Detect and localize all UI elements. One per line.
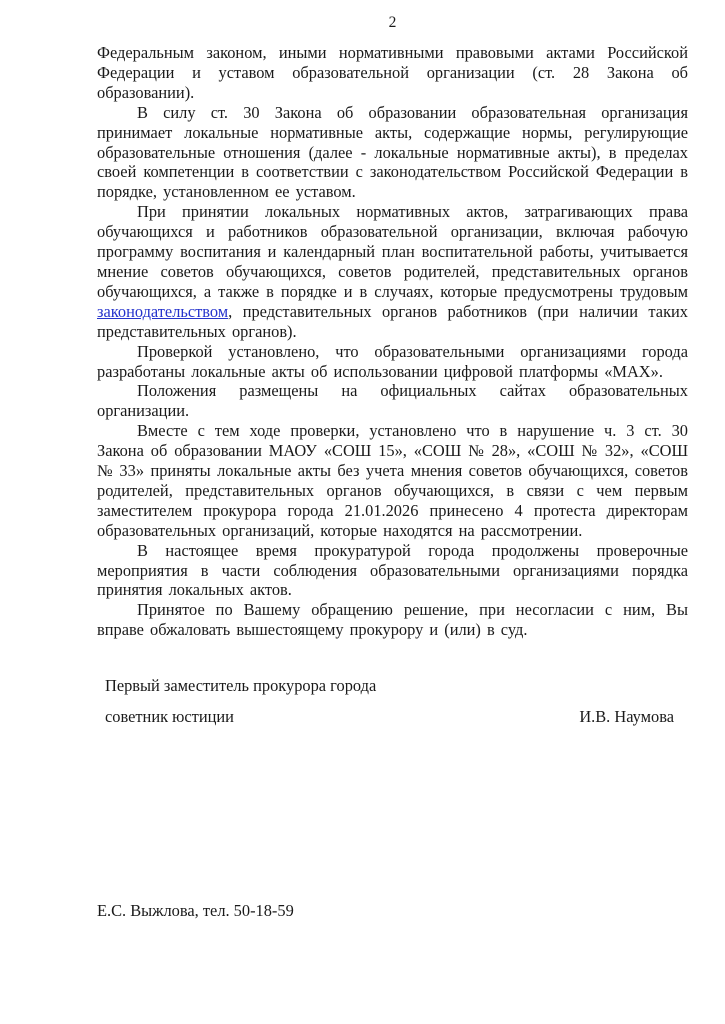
paragraph-local-acts-opinion	[97, 202, 688, 341]
paragraph-violations-protests: Вместе с тем ходе проверки, установлено что в нарушение ч. 3 ст. 30 Закона об образовании МАОУ «СОШ 15», «СОШ № 28», «СОШ № 32», «СОШ № 33» приняты локальные акты без учета мнения советов обучающихся, советов родителей, представительных органов обучающихся, в связи с чем первым заместителем прокурора города 21.01.2026 принесено 4 протеста директорам образовательных организаций, которые находятся на рассмотрении.	[97, 421, 688, 540]
signature-row	[105, 707, 682, 727]
signature-name: И.В. Наумова	[579, 706, 674, 726]
paragraph-inspection-findings: Проверкой установлено, что образовательными организациями города разработаны локальные акты об использовании цифровой платформы «MAX».	[97, 341, 688, 381]
signature-block	[105, 676, 682, 727]
signature-position-line1: Первый заместитель прокурора города	[105, 676, 377, 695]
paragraph-official-sites: Положения размещены на официальных сайтах образовательных организации.	[97, 381, 688, 421]
paragraph-local-acts-text-after-link: , представительных органов работников (при наличии таких представительных органов).	[97, 301, 688, 341]
paragraph-local-acts-text-before-link: При принятии локальных нормативных актов, затрагивающих права обучающихся и работников образовательной организации, включая рабочую программу воспитания и календарный план воспитательной работы, учитывается мнение советов обучающихся, советов родителей, представительных органов обучающихся, а также в порядке и в случаях, которые предусмотрены трудовым	[97, 202, 688, 301]
paragraph-ongoing-checks: В настоящее время прокуратурой города продолжены проверочные мероприятия в части соблюдения образовательными организациями порядка принятия локальных актов.	[97, 540, 688, 600]
paragraph-continued-federal-law: Федеральным законом, иными нормативными правовыми актами Российской Федерации и уставом образовательной организации (ст. 28 Закона об образовании).	[97, 43, 688, 102]
executor-contact-note: Е.С. Выжлова, тел. 50-18-59	[97, 901, 294, 920]
page-number: 2	[388, 14, 397, 31]
paragraph-article-30: В силу ст. 30 Закона об образовании образовательная организация принимает локальные нормативные акты, содержащие нормы, регулирующие образовательные отношения (далее - локальные нормативные акты), в пределах своей компетенции в соответствии с законодательством Российской Федерации в порядке, установленном ее уставом.	[97, 102, 688, 202]
document-body	[97, 43, 688, 640]
legislation-link[interactable]: законодательством	[97, 301, 229, 321]
paragraph-appeal-rights: Принятое по Вашему обращению решение, при несогласии с ним, Вы вправе обжаловать вышестоящему прокурору и (или) в суд.	[97, 600, 688, 640]
signature-position-line2: советник юстиции	[105, 706, 234, 726]
